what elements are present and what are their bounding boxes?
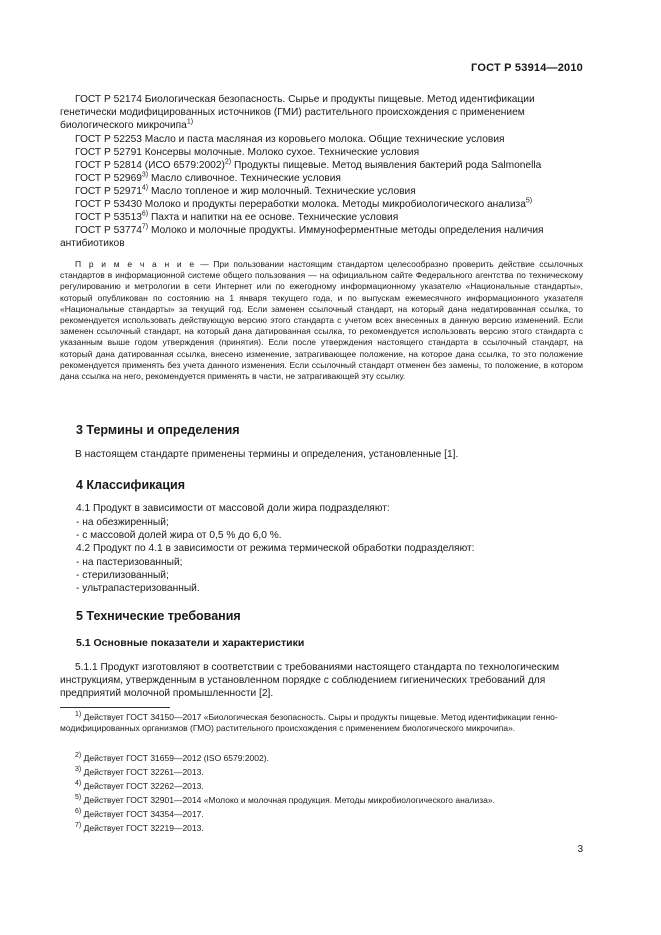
reference-item: ГОСТ Р 53430 Молоко и продукты переработки молока. Методы микробиологического анализа$^{5)}$ [75,197,533,210]
reference-item: ГОСТ Р 52253 Масло и паста масляная из коровьего молока. Общие технические условия [75,134,505,145]
reference-item: ГОСТ Р 52791 Консервы молочные. Молоко сухое. Технические условия [75,147,420,158]
section-5-heading: 5 Технические требования [76,609,241,623]
reference-item: ГОСТ Р 52969$^{3)}$ Масло сливочное. Технические условия [75,171,341,184]
list-item: - ультрапастеризованный. [76,583,200,594]
list-item: - стерилизованный; [76,570,169,581]
clause-4-1: 4.1 Продукт в зависимости от массовой доли жира подразделяют: [76,503,390,514]
footnote: $^{2)}$ Действует ГОСТ 31659—2012 (ISO 6579:2002). [75,752,269,763]
reference-item: ГОСТ Р 52814 (ИСО 6579:2002)$^{2)}$ Продукты пищевые. Метод выявления бактерий рода Salmonella [75,158,542,171]
reference-item: ГОСТ Р 52971$^{4)}$ Масло топленое и жир молочный. Технические условия [75,184,416,197]
list-item: - с массовой долей жира от 0,5 % до 6,0 %. [76,530,282,541]
clause-4-2: 4.2 Продукт по 4.1 в зависимости от режима термической обработки подразделяют: [76,543,475,554]
footnote: $^{6)}$ Действует ГОСТ 34354—2017. [75,808,204,819]
note-label: П р и м е ч а н и е [75,259,196,269]
subsection-5-1-heading: 5.1 Основные показатели и характеристики [76,637,305,649]
reference-item: ГОСТ Р 53774$^{7)}$ Молоко и молочные продукты. Иммуноферментные методы определения наличия антибиотиков [60,223,544,250]
footnote: $^{5)}$ Действует ГОСТ 32901—2014 «Молоко и молочная продукция. Методы микробиологического анализа». [75,794,495,805]
footnote: $^{3)}$ Действует ГОСТ 32261—2013. [75,766,204,777]
reference-item: ГОСТ Р 53513$^{6)}$ Пахта и напитки на ее основе. Технические условия [75,210,399,223]
list-item: - на обезжиренный; [76,517,169,528]
section-4-heading: 4 Классификация [76,478,186,492]
reference-item: ГОСТ Р 52174 Биологическая безопасность. Сырье и продукты пищевые. Метод идентификации генетически модифицированных источников (ГМИ) растительного происхождения с применением биологического микрочипа$^{1)}$ [60,94,535,132]
page-number: 3 [577,844,583,855]
footnote: $^{7)}$ Действует ГОСТ 32219—2013. [75,822,204,833]
footnote: $^{1)}$ Действует ГОСТ 34150—2017 «Биологическая безопасность. Сыры и продукты пищевые. Метод идентификации генно-модифицированных организмов (ГМО) растительного происхождения с применением биологического микрочипа». [60,711,558,734]
footnote-divider [60,707,170,708]
clause-5-1-1: 5.1.1 Продукт изготовляют в соответствии с требованиями настоящего стандарта по технологическим инструкциям, утвержденным в установленном порядке с соблюдением гигиенических требований для предприятий молочной промышленности [2]. [60,662,560,700]
footnote: $^{4)}$ Действует ГОСТ 32262—2013. [75,780,204,791]
standard-header: ГОСТ Р 53914—2010 [471,62,583,74]
note-paragraph: П р и м е ч а н и е — При пользовании настоящим стандартом целесообразно проверить действие ссылочных стандартов в информационной системе общего пользования — на официальном сайте Федерального агентства по техническому регулированию и метрологии в сети Интернет или по ежегодному информационному указателю «Национальные стандарты», который опубликован по состоянию на 1 января текущего года, и по выпускам ежемесячного информационного указателя «Национальные стандарты» за текущий год. Если заменен ссылочный стандарт, на который дана недатированная ссылка, то рекомендуется использовать действующую версию этого стандарта с учетом всех внесенных в данную версию изменений. Если заменен ссылочный стандарт, на который дана датированная ссылка, то рекомендуется использовать версию этого стандарта с указанным выше годом утверждения (принятия). Если после утверждения настоящего стандарта в ссылочный стандарт, на который дана датированная ссылка, внесено изменение, затрагивающее положение, на которое дана ссылка, то это положение рекомендуется применять без учета данного изменения. Если ссылочный стандарт отменен без замены, то положение, в котором дана ссылка на него, рекомендуется применять в части, не затрагивающей эту ссылку. [60,259,583,382]
section-3-heading: 3 Термины и определения [76,423,240,437]
section-3-text: В настоящем стандарте применены термины и определения, установленные [1]. [75,449,459,460]
list-item: - на пастеризованный; [76,557,183,568]
